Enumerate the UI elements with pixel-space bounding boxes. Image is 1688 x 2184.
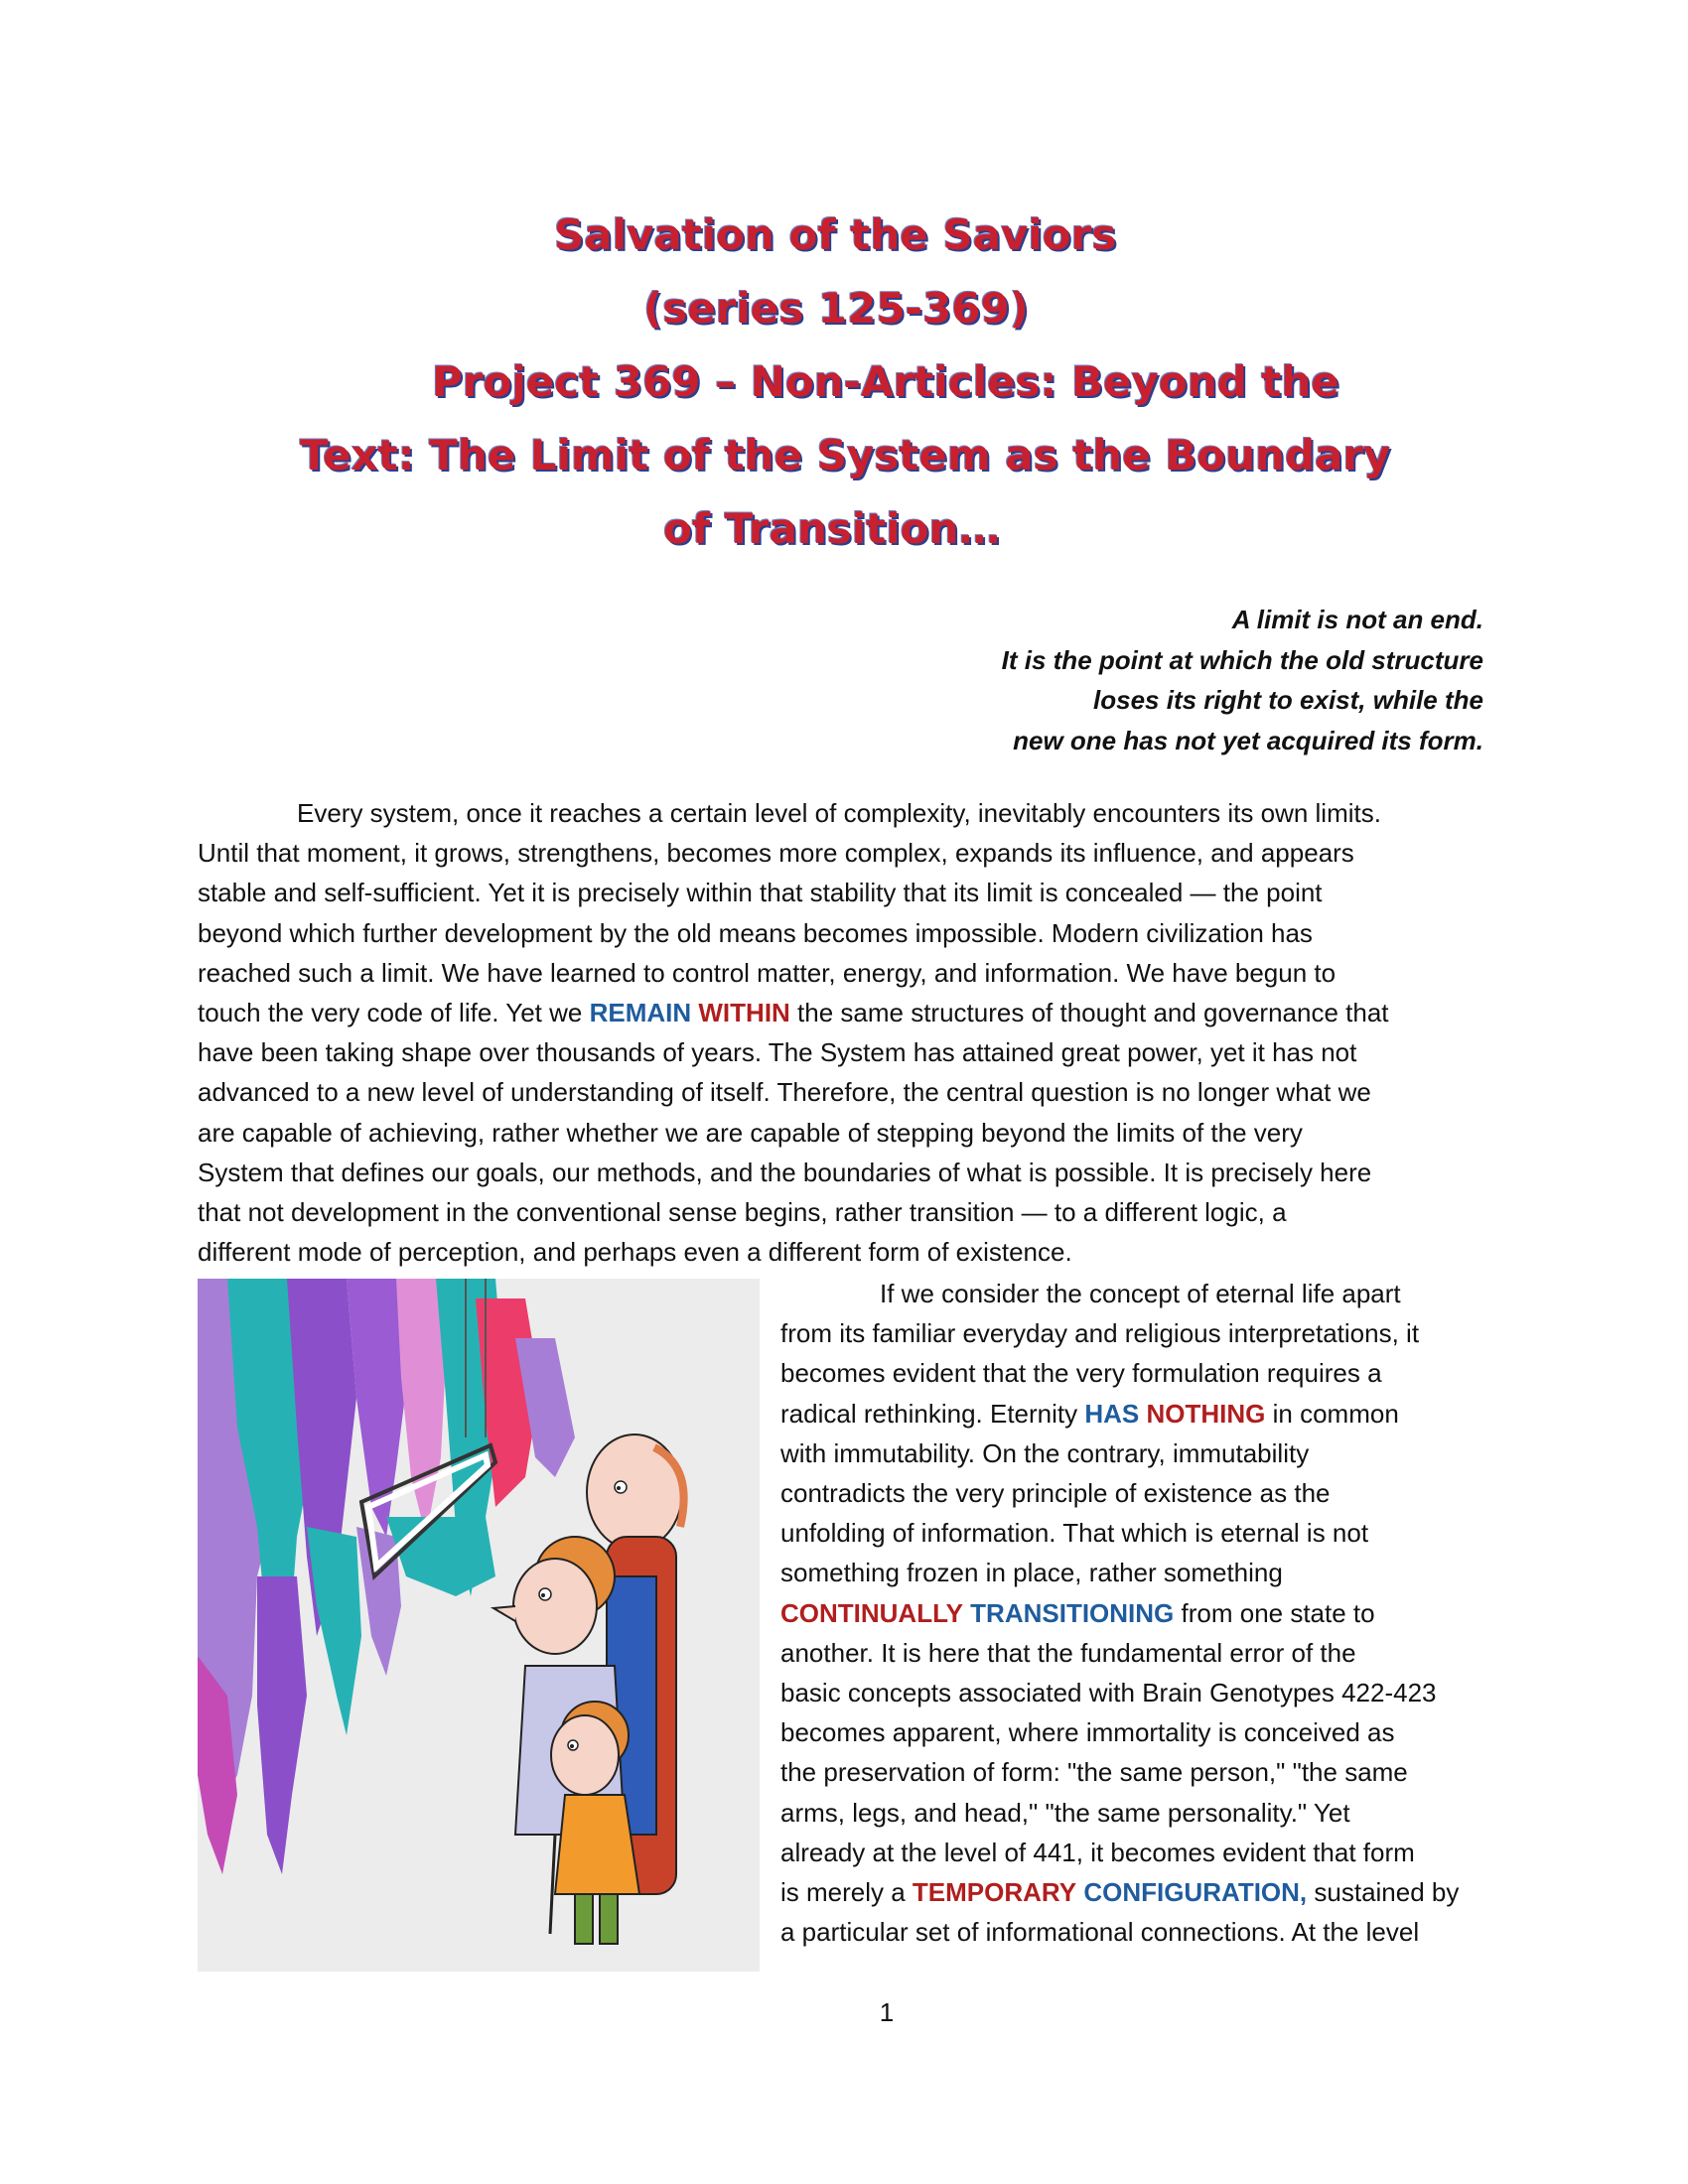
text-line: contradicts the very principle of existence as the [780, 1478, 1331, 1509]
text-run: sustained by [1307, 1877, 1460, 1908]
title-line: (series 125-369) [643, 284, 1029, 333]
text-line: advanced to a new level of understanding of itself. Therefore, the central question is no longer what we [198, 1077, 1371, 1108]
epigraph-line: new one has not yet acquired its form. [1013, 725, 1483, 755]
body-paragraph-1 [198, 793, 1498, 1272]
text-line [198, 993, 1498, 1032]
text-run: from one state to [1174, 1597, 1375, 1628]
title-line: Project 369 – Non-Articles: Beyond the [432, 357, 1339, 406]
highlight-word: WITHIN [698, 998, 790, 1028]
text-line: unfolding of information. That which is eternal is not [780, 1518, 1369, 1549]
text-run: in common [1265, 1398, 1399, 1429]
highlight-word: REMAIN [589, 998, 692, 1028]
text-line: System that defines our goals, our methods, and the boundaries of what is possible. It is precisely here [198, 1157, 1372, 1187]
text-line: a particular set of informational connections. At the level [780, 1917, 1420, 1948]
text-run: radical rethinking. Eternity [780, 1398, 1085, 1429]
text-line: If we consider the concept of eternal life apart [880, 1279, 1401, 1308]
text-line: Every system, once it reaches a certain level of complexity, inevitably encounters its own limits. [297, 798, 1381, 828]
title-line: of Transition… [663, 504, 1001, 553]
text-line [780, 1593, 1495, 1633]
text-run: is merely a [780, 1877, 913, 1908]
epigraph-line: A limit is not an end. [1231, 605, 1483, 634]
highlight-word: NOTHING [1146, 1398, 1266, 1429]
cartoon-illustration [198, 1279, 760, 1972]
document-title [228, 199, 1420, 566]
epigraph [788, 600, 1483, 760]
highlight-word: CONTINUALLY [780, 1597, 963, 1628]
text-line [780, 1394, 1495, 1433]
text-line: another. It is here that the fundamental error of the [780, 1637, 1356, 1668]
text-line: different mode of perception, and perhaps even a different form of existence. [198, 1237, 1072, 1268]
text-line: arms, legs, and head," "the same personality." Yet [780, 1797, 1350, 1828]
text-line: basic concepts associated with Brain Genotypes 422-423 [780, 1678, 1437, 1708]
text-line [780, 1872, 1495, 1912]
text-line: with immutability. On the contrary, immutability [780, 1437, 1310, 1468]
epigraph-line: It is the point at which the old structure [1001, 644, 1483, 675]
text-line: becomes evident that the very formulation requires a [780, 1358, 1382, 1389]
text-line: something frozen in place, rather something [780, 1558, 1283, 1588]
text-run: the same structures of thought and governance that [789, 998, 1389, 1028]
text-line: becomes apparent, where immortality is conceived as [780, 1717, 1395, 1748]
illustration-drawing [198, 1279, 760, 1972]
text-line: stable and self-sufficient. Yet it is precisely within that stability that its limit is concealed — the point [198, 878, 1323, 908]
text-line: reached such a limit. We have learned to control matter, energy, and information. We have begun to [198, 957, 1336, 988]
text-line: from its familiar everyday and religious interpretations, it [780, 1318, 1420, 1349]
text-line: are capable of achieving, rather whether we are capable of stepping beyond the limits of the very [198, 1117, 1303, 1148]
title-line: Salvation of the Saviors [554, 210, 1117, 259]
highlight-word: CONFIGURATION, [1083, 1877, 1308, 1908]
text-line: beyond which further development by the old means becomes impossible. Modern civilization has [198, 917, 1313, 948]
text-line: the preservation of form: "the same person," "the same [780, 1757, 1408, 1788]
text-run: touch the very code of life. Yet we [198, 998, 590, 1028]
highlight-word: TRANSITIONING [970, 1597, 1175, 1628]
text-line: already at the level of 441, it becomes evident that form [780, 1837, 1415, 1867]
page-number: 1 [879, 1997, 895, 2027]
highlight-word: HAS [1084, 1398, 1140, 1429]
text-line: Until that moment, it grows, strengthens, becomes more complex, expands its influence, and appears [198, 838, 1354, 869]
body-paragraph-2 [780, 1274, 1495, 1952]
epigraph-line: loses its right to exist, while the [1093, 685, 1483, 715]
text-line: that not development in the conventional sense begins, rather transition — to a different logic, a [198, 1197, 1287, 1228]
highlight-word: TEMPORARY [912, 1877, 1077, 1908]
title-line: Text: The Limit of the System as the Boundary [300, 431, 1391, 479]
text-line: have been taking shape over thousands of years. The System has attained great power, yet it has not [198, 1037, 1357, 1068]
